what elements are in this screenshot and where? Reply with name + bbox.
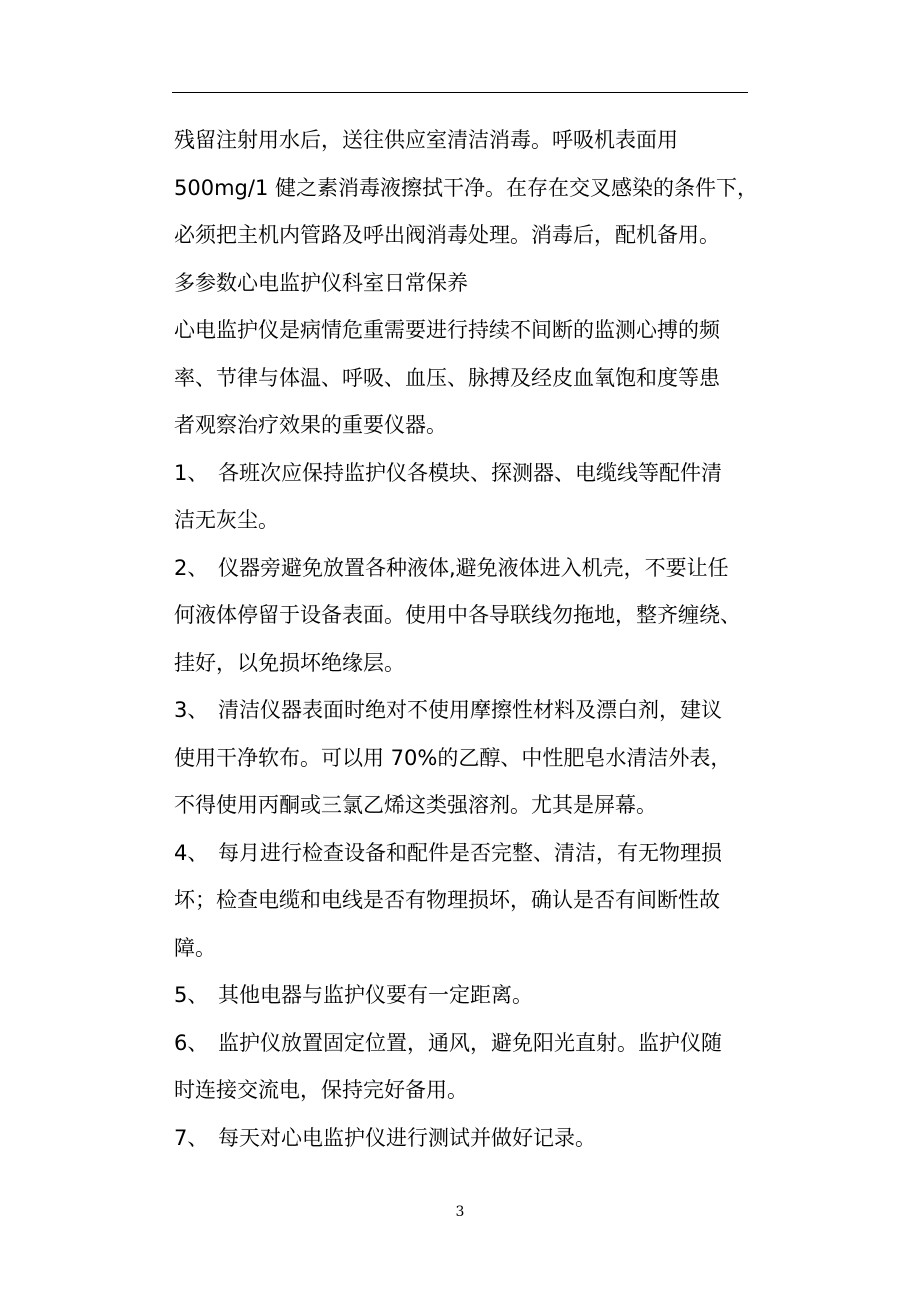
paragraph-line: 残留注射用水后，送往供应室清洁消毒。呼吸机表面用 — [174, 128, 678, 152]
list-item-text: 挂好，以免损坏绝缘层。 — [174, 650, 405, 675]
list-item-text: 障。 — [174, 935, 216, 960]
list-item — [174, 687, 750, 830]
intro-paragraph — [174, 307, 750, 450]
list-item-text: 使用干净软布。可以用 70%的乙醇、中性肥皂水清洁外表， — [174, 745, 732, 770]
list-item-text: 其他电器与监护仪要有一定距离。 — [218, 983, 533, 1007]
paragraph-line: 心电监护仪是病情危重需要进行持续不间断的监测心搏的频 — [174, 318, 720, 342]
list-item-text: 监护仪放置固定位置，通风，避免阳光直射。监护仪随 — [218, 1030, 722, 1055]
list-item-text: 每天对心电监护仪进行测试并做好记录。 — [218, 1125, 596, 1150]
list-item-number: 1、 — [174, 460, 209, 485]
list-item-text: 何液体停留于设备表面。使用中各导联线勿拖地，整齐缠绕、 — [174, 603, 741, 627]
list-item-number: 4、 — [174, 840, 209, 865]
list-item — [174, 830, 750, 973]
paragraph-line: 率、节律与体温、呼吸、血压、脉搏及经皮血氧饱和度等患 — [174, 365, 720, 390]
paragraph-line: 者观察治疗效果的重要仪器。 — [174, 413, 447, 437]
continuation-paragraph — [174, 117, 758, 260]
list-item-number: 6、 — [174, 1030, 209, 1055]
header-rule — [172, 92, 748, 93]
list-item — [174, 545, 750, 688]
list-item-text: 不得使用丙酮或三氯乙烯这类强溶剂。尤其是屏幕。 — [174, 793, 657, 817]
list-item-text: 清洁仪器表面时绝对不使用摩擦性材料及漂白剂，建议 — [218, 698, 722, 722]
list-item-number: 3、 — [174, 698, 209, 722]
list-item-text: 仪器旁避免放置各种液体,避免液体进入机壳，不要让任 — [218, 555, 729, 580]
page-number: 3 — [455, 1204, 465, 1220]
list-item — [174, 1115, 750, 1163]
list-item — [174, 1020, 750, 1115]
list-item-number: 7、 — [174, 1125, 209, 1150]
paragraph-line: 必须把主机内管路及呼出阀消毒处理。消毒后，配机备用。 — [174, 223, 720, 247]
list-item-text: 每月进行检查设备和配件是否完整、清洁，有无物理损 — [218, 840, 722, 865]
list-item-number: 5、 — [174, 983, 209, 1007]
document-body — [174, 117, 758, 1162]
list-item — [174, 450, 750, 545]
list-item-text: 时连接交流电，保持完好备用。 — [174, 1078, 468, 1102]
paragraph-line: 500mg/1 健之素消毒液擦拭干净。在存在交叉感染的条件下， — [174, 175, 758, 200]
list-item-number: 2、 — [174, 555, 209, 580]
list-item-text: 洁无灰尘。 — [174, 508, 279, 532]
list-item — [174, 972, 750, 1020]
section-title: 多参数心电监护仪科室日常保养 — [174, 270, 468, 295]
list-item-text: 坏；检查电缆和电线是否有物理损坏，确认是否有间断性故 — [174, 888, 720, 912]
list-item-text: 各班次应保持监护仪各模块、探测器、电缆线等配件清 — [218, 460, 722, 485]
